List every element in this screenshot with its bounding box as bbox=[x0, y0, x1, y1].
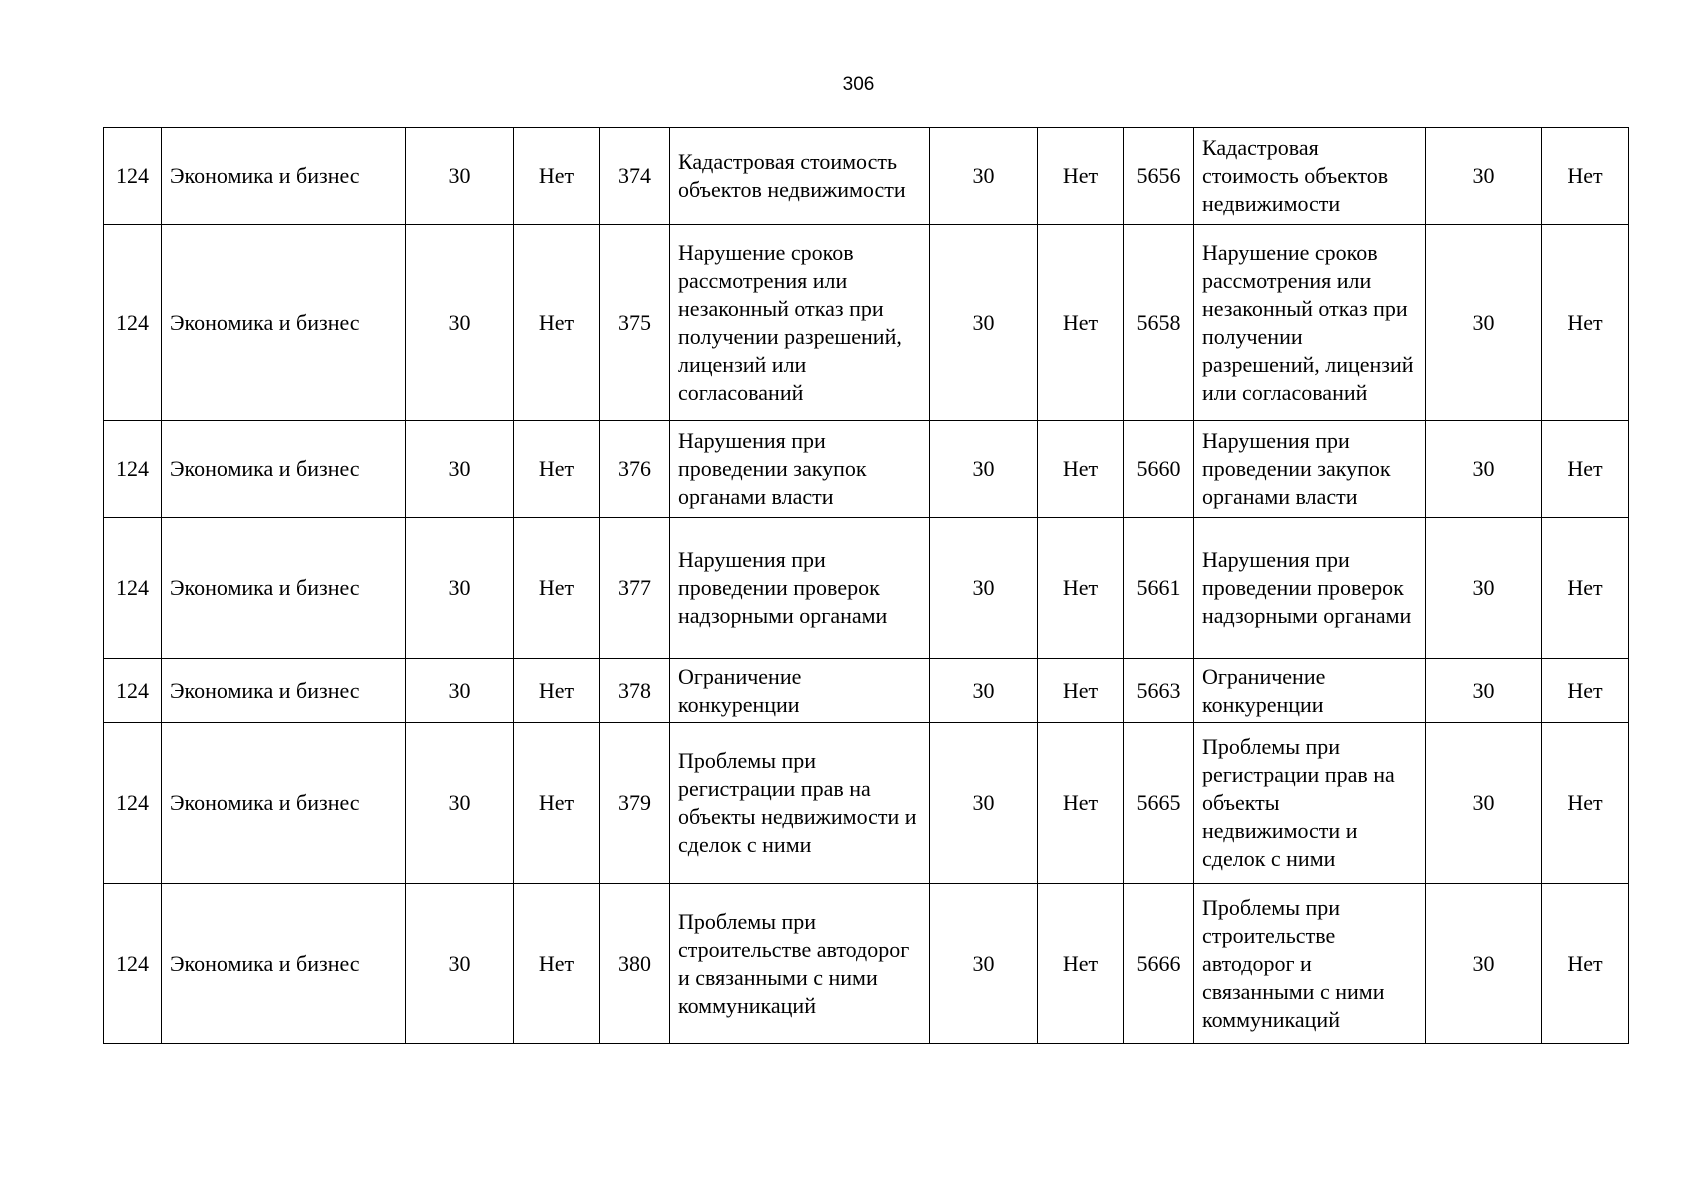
days-cell: 30 bbox=[406, 659, 514, 723]
category-cell: Экономика и бизнес bbox=[162, 723, 406, 884]
topics-table bbox=[103, 127, 1629, 1044]
category-cell: Экономика и бизнес bbox=[162, 659, 406, 723]
subtopic-cell: Проблемы при регистрации прав на объекты недвижимости и сделок с ними bbox=[1194, 723, 1426, 884]
subtopic-number-cell: 5660 bbox=[1124, 421, 1194, 518]
days-cell: 30 bbox=[406, 723, 514, 884]
flag-cell: Нет bbox=[1038, 723, 1124, 884]
section-code-cell: 124 bbox=[104, 421, 162, 518]
subtopic-cell: Нарушения при проведении проверок надзорными органами bbox=[1194, 518, 1426, 659]
flag-cell: Нет bbox=[1542, 128, 1629, 225]
subtopic-number-cell: 5658 bbox=[1124, 225, 1194, 421]
days-cell: 30 bbox=[1426, 421, 1542, 518]
topic-number-cell: 376 bbox=[600, 421, 670, 518]
table-row bbox=[104, 884, 1629, 1044]
subtopic-number-cell: 5656 bbox=[1124, 128, 1194, 225]
subtopic-number-cell: 5661 bbox=[1124, 518, 1194, 659]
section-code-cell: 124 bbox=[104, 225, 162, 421]
flag-cell: Нет bbox=[1038, 884, 1124, 1044]
flag-cell: Нет bbox=[1038, 518, 1124, 659]
days-cell: 30 bbox=[1426, 659, 1542, 723]
topic-cell: Ограничение конкуренции bbox=[670, 659, 930, 723]
topic-cell: Кадастровая стоимость объектов недвижимости bbox=[670, 128, 930, 225]
flag-cell: Нет bbox=[1038, 421, 1124, 518]
flag-cell: Нет bbox=[1542, 884, 1629, 1044]
section-code-cell: 124 bbox=[104, 128, 162, 225]
flag-cell: Нет bbox=[514, 884, 600, 1044]
flag-cell: Нет bbox=[1038, 128, 1124, 225]
topic-number-cell: 378 bbox=[600, 659, 670, 723]
table-row bbox=[104, 723, 1629, 884]
topic-number-cell: 375 bbox=[600, 225, 670, 421]
flag-cell: Нет bbox=[1542, 659, 1629, 723]
topic-number-cell: 374 bbox=[600, 128, 670, 225]
days-cell: 30 bbox=[1426, 128, 1542, 225]
flag-cell: Нет bbox=[514, 128, 600, 225]
table-body bbox=[104, 128, 1629, 1044]
days-cell: 30 bbox=[406, 518, 514, 659]
category-cell: Экономика и бизнес bbox=[162, 225, 406, 421]
subtopic-cell: Проблемы при строительстве автодорог и связанными с ними коммуникаций bbox=[1194, 884, 1426, 1044]
flag-cell: Нет bbox=[514, 421, 600, 518]
topic-cell: Проблемы при регистрации прав на объекты недвижимости и сделок с ними bbox=[670, 723, 930, 884]
flag-cell: Нет bbox=[1542, 518, 1629, 659]
days-cell: 30 bbox=[1426, 723, 1542, 884]
category-cell: Экономика и бизнес bbox=[162, 884, 406, 1044]
subtopic-cell: Ограничение конкуренции bbox=[1194, 659, 1426, 723]
days-cell: 30 bbox=[930, 723, 1038, 884]
section-code-cell: 124 bbox=[104, 884, 162, 1044]
days-cell: 30 bbox=[406, 421, 514, 518]
section-code-cell: 124 bbox=[104, 723, 162, 884]
subtopic-number-cell: 5663 bbox=[1124, 659, 1194, 723]
table-row bbox=[104, 128, 1629, 225]
days-cell: 30 bbox=[1426, 225, 1542, 421]
flag-cell: Нет bbox=[1542, 225, 1629, 421]
table-row bbox=[104, 518, 1629, 659]
flag-cell: Нет bbox=[1542, 421, 1629, 518]
topic-cell: Нарушения при проведении проверок надзорными органами bbox=[670, 518, 930, 659]
category-cell: Экономика и бизнес bbox=[162, 128, 406, 225]
subtopic-number-cell: 5665 bbox=[1124, 723, 1194, 884]
flag-cell: Нет bbox=[514, 518, 600, 659]
topic-cell: Нарушения при проведении закупок органами власти bbox=[670, 421, 930, 518]
table-row bbox=[104, 659, 1629, 723]
days-cell: 30 bbox=[930, 518, 1038, 659]
days-cell: 30 bbox=[930, 128, 1038, 225]
flag-cell: Нет bbox=[514, 659, 600, 723]
table-row bbox=[104, 421, 1629, 518]
flag-cell: Нет bbox=[1038, 659, 1124, 723]
subtopic-cell: Кадастровая стоимость объектов недвижимости bbox=[1194, 128, 1426, 225]
section-code-cell: 124 bbox=[104, 518, 162, 659]
topic-number-cell: 380 bbox=[600, 884, 670, 1044]
topic-cell: Нарушение сроков рассмотрения или незаконный отказ при получении разрешений, лицензий или согласований bbox=[670, 225, 930, 421]
days-cell: 30 bbox=[1426, 518, 1542, 659]
days-cell: 30 bbox=[930, 884, 1038, 1044]
section-code-cell: 124 bbox=[104, 659, 162, 723]
topic-cell: Проблемы при строительстве автодорог и связанными с ними коммуникаций bbox=[670, 884, 930, 1044]
table-row bbox=[104, 225, 1629, 421]
flag-cell: Нет bbox=[514, 723, 600, 884]
days-cell: 30 bbox=[930, 659, 1038, 723]
days-cell: 30 bbox=[406, 128, 514, 225]
subtopic-cell: Нарушения при проведении закупок органами власти bbox=[1194, 421, 1426, 518]
topic-number-cell: 377 bbox=[600, 518, 670, 659]
subtopic-number-cell: 5666 bbox=[1124, 884, 1194, 1044]
category-cell: Экономика и бизнес bbox=[162, 421, 406, 518]
days-cell: 30 bbox=[406, 225, 514, 421]
days-cell: 30 bbox=[406, 884, 514, 1044]
flag-cell: Нет bbox=[1038, 225, 1124, 421]
subtopic-cell: Нарушение сроков рассмотрения или незаконный отказ при получении разрешений, лицензий или согласований bbox=[1194, 225, 1426, 421]
page-number: 306 bbox=[842, 74, 875, 95]
days-cell: 30 bbox=[930, 421, 1038, 518]
days-cell: 30 bbox=[1426, 884, 1542, 1044]
flag-cell: Нет bbox=[514, 225, 600, 421]
category-cell: Экономика и бизнес bbox=[162, 518, 406, 659]
flag-cell: Нет bbox=[1542, 723, 1629, 884]
days-cell: 30 bbox=[930, 225, 1038, 421]
topic-number-cell: 379 bbox=[600, 723, 670, 884]
